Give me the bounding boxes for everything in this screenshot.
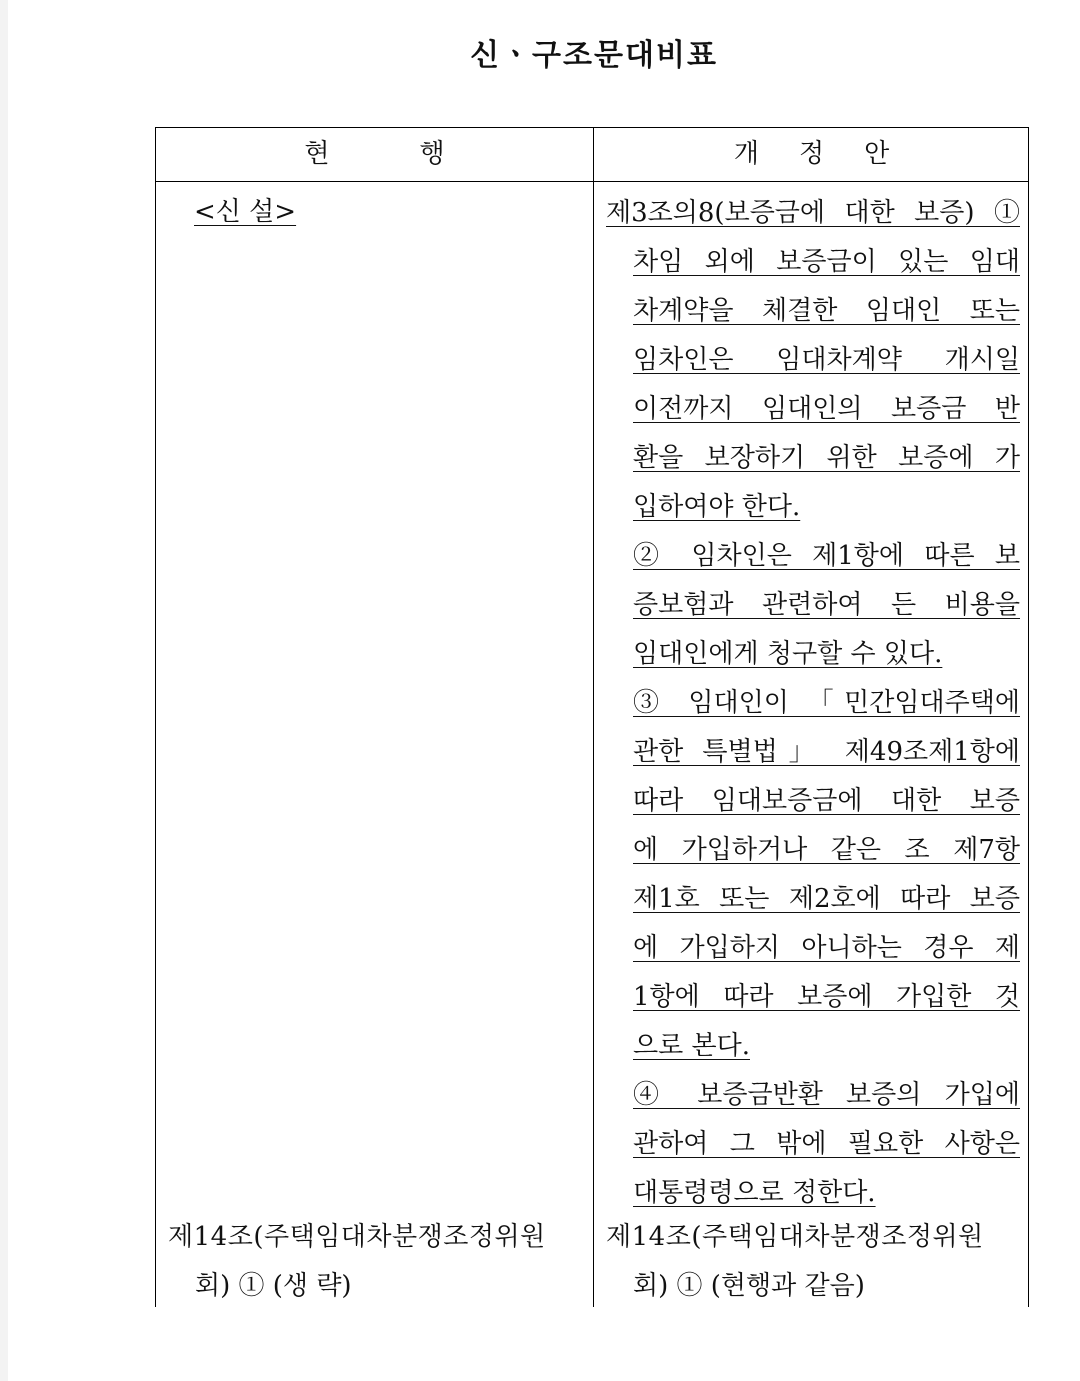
header-revised-char: 안	[864, 139, 890, 169]
header-revised-char: 정	[798, 139, 825, 169]
revised-line: 대통령령으로 정한다.	[633, 1178, 876, 1208]
revised-line: 에 가입하지 아니하는 경우 제	[633, 933, 1020, 963]
revised-line: 임차인은 임대차계약 개시일	[633, 345, 1020, 375]
document-page	[8, 0, 1080, 1381]
revised-line: 입하여야 한다.	[633, 492, 801, 522]
revised-line: 차임 외에 보증금이 있는 임대	[633, 247, 1020, 277]
revised-line: 이전까지 임대인의 보증금 반	[633, 394, 1020, 424]
header-revised-char: 개	[733, 139, 759, 169]
revised-line: 에 가입하거나 같은 조 제7항	[633, 835, 1020, 865]
header-current-char: 현	[304, 139, 330, 169]
revised-line: ③ 임대인이 「민간임대주택에	[633, 688, 1020, 718]
new-provision-marker: <신 설>	[194, 197, 297, 227]
revised-line: 제1호 또는 제2호에 따라 보증	[633, 884, 1020, 914]
revised-art14-line2: 회) ① (현행과 같음)	[633, 1271, 865, 1301]
revised-line: 환을 보장하기 위한 보증에 가	[633, 443, 1020, 473]
current-art14-line1: 제14조(주택임대차분쟁조정위원	[168, 1222, 546, 1252]
revised-line: 으로 본다.	[633, 1031, 750, 1061]
header-current-char: 행	[419, 139, 445, 169]
revised-line: ④ 보증금반환 보증의 가입에	[633, 1080, 1020, 1110]
revised-line: 관하여 그 밖에 필요한 사항은	[633, 1129, 1020, 1159]
revised-line: 증보험과 관련하여 든 비용을	[633, 590, 1020, 620]
revised-line: ② 임차인은 제1항에 따른 보	[633, 541, 1020, 571]
revised-line: 1항에 따라 보증에 가입한 것	[633, 982, 1020, 1012]
page-title: 신ㆍ구조문대비표	[470, 38, 718, 73]
header-current	[156, 128, 593, 181]
revised-line: 따라 임대보증금에 대한 보증	[633, 786, 1020, 816]
revised-line: 관한 특별법」 제49조제1항에	[633, 737, 1020, 767]
revised-line: 차계약을 체결한 임대인 또는	[633, 296, 1020, 326]
revised-line: 임대인에게 청구할 수 있다.	[633, 639, 943, 669]
comparison-table	[155, 127, 1029, 1307]
table-header-row	[156, 128, 1028, 182]
header-revised	[594, 128, 1029, 181]
column-divider	[593, 128, 594, 1307]
revised-art3-8-block	[606, 189, 1020, 1218]
current-art14-line2: 회) ① (생 략)	[195, 1271, 352, 1301]
revised-line: 제3조의8(보증금에 대한 보증) ①	[606, 198, 1020, 228]
revised-art14-line1: 제14조(주택임대차분쟁조정위원	[606, 1222, 984, 1252]
